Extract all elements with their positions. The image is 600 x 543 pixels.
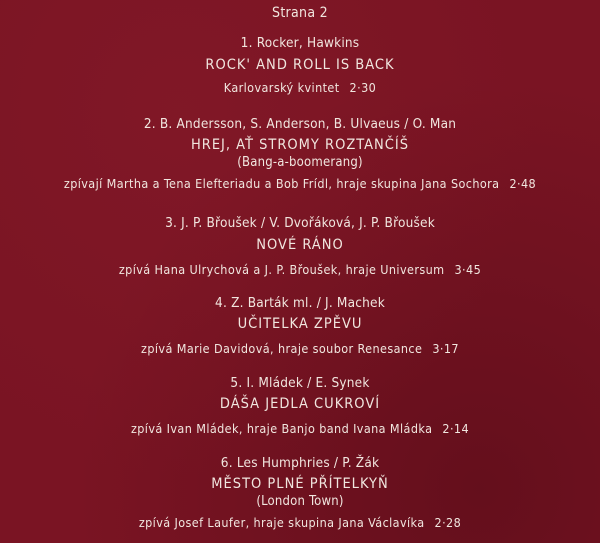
track-4 <box>0 295 600 357</box>
track-title: NOVÉ RÁNO <box>256 237 344 253</box>
track-duration: 3·45 <box>454 262 482 277</box>
track-credits-line <box>0 514 600 531</box>
track-duration: 2·14 <box>442 421 470 436</box>
track-credits-line <box>0 420 600 437</box>
track-title: ROCK' AND ROLL IS BACK <box>205 57 395 73</box>
track-3 <box>0 215 600 278</box>
track-title: UČITELKA ZPĚVU <box>237 316 363 332</box>
track-authors: 2. B. Andersson, S. Anderson, B. Ulvaeus / O. Man <box>143 116 457 132</box>
track-title: MĚSTO PLNÉ PŘÍTELKYŇ <box>211 476 389 492</box>
track-credits: zpívají Martha a Tena Elefteriadu a Bob Frídl, hraje skupina Jana Sochora <box>63 176 500 191</box>
track-credits: zpívá Josef Laufer, hraje skupina Jana Václavíka <box>138 515 425 530</box>
track-credits-line <box>0 175 600 192</box>
track-duration: 2·30 <box>349 80 377 95</box>
track-1 <box>0 35 600 96</box>
track-credits: Karlovarský kvintet <box>223 80 340 95</box>
track-authors: 4. Z. Barták ml. / J. Machek <box>215 295 385 311</box>
track-credits: zpívá Hana Ulrychová a J. P. Břoušek, hraje Universum <box>118 262 445 277</box>
track-credits-line <box>0 79 600 96</box>
track-credits-line <box>0 261 600 278</box>
track-duration: 2·28 <box>434 515 462 530</box>
track-subtitle: (London Town) <box>256 494 344 509</box>
track-authors: 6. Les Humphries / P. Žák <box>220 455 380 471</box>
track-5 <box>0 375 600 437</box>
track-authors: 1. Rocker, Hawkins <box>240 35 360 51</box>
track-6 <box>0 455 600 531</box>
track-subtitle: (Bang-a-boomerang) <box>237 155 363 170</box>
track-authors: 5. I. Mládek / E. Synek <box>230 375 370 391</box>
track-credits: zpívá Ivan Mládek, hraje Banjo band Ivana Mládka <box>130 421 433 436</box>
track-duration: 2·48 <box>509 176 537 191</box>
track-credits-line <box>0 340 600 357</box>
side-label: Strana 2 <box>272 5 328 21</box>
track-authors: 3. J. P. Břoušek / V. Dvořáková, J. P. Břoušek <box>165 215 435 231</box>
track-title: HREJ, AŤ STROMY ROZTANČÍŠ <box>190 137 410 153</box>
track-2 <box>0 116 600 192</box>
track-duration: 3·17 <box>432 341 459 356</box>
track-credits: zpívá Marie Davidová, hraje soubor Renesance <box>141 341 423 356</box>
track-title: DÁŠA JEDLA CUKROVÍ <box>219 396 381 412</box>
